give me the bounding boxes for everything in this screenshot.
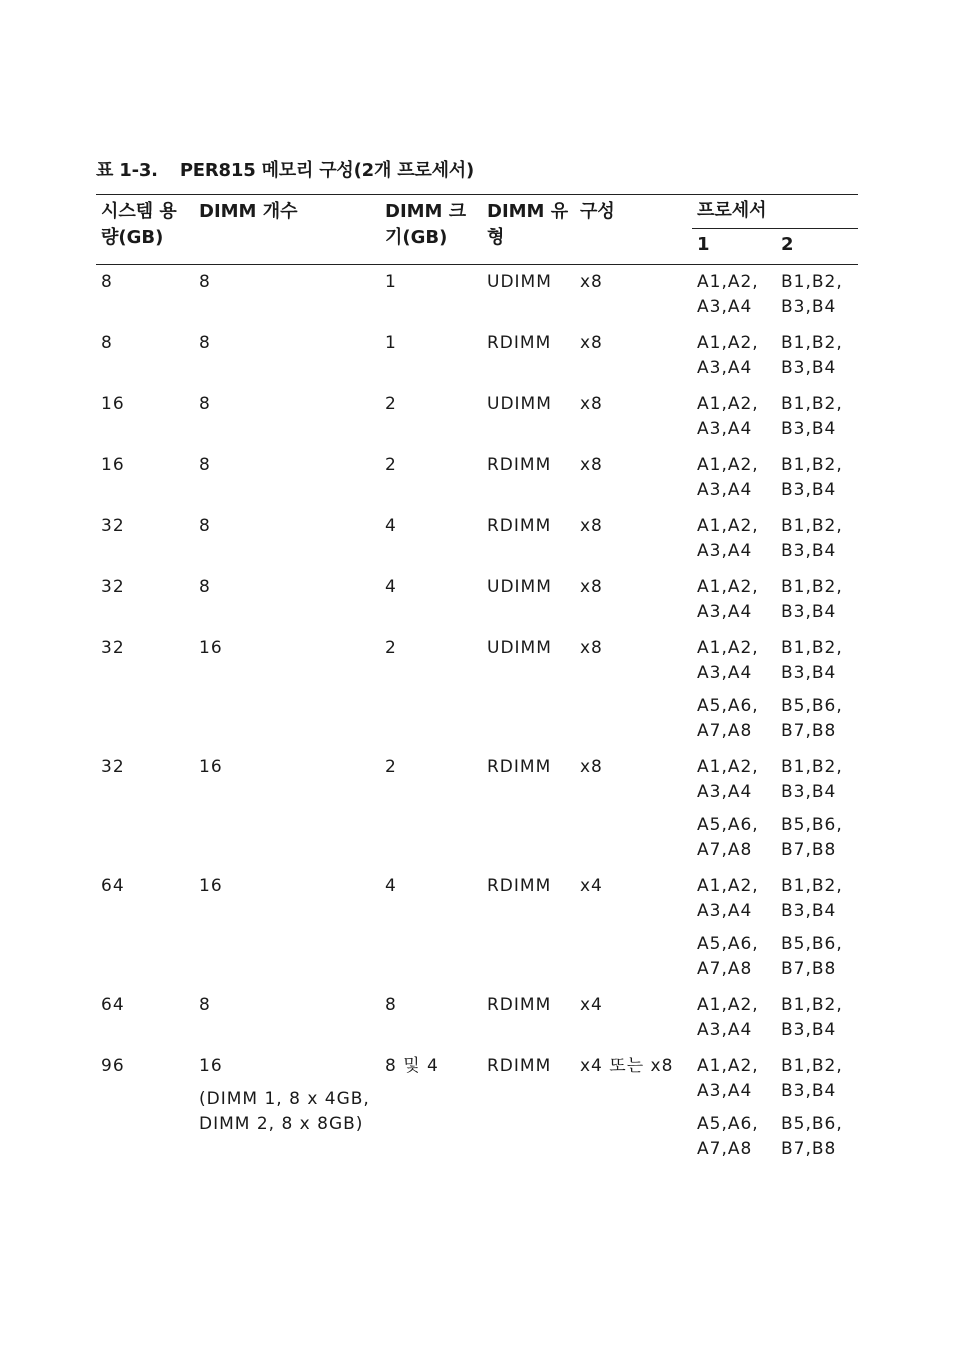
cell-count: 8 (199, 394, 211, 414)
cell-size: 2 (385, 394, 397, 414)
table-title: PER815 메모리 구성(2개 프로세서) (179, 160, 474, 181)
cell-config: x4 (580, 876, 603, 896)
cell-type: UDIMM (487, 638, 552, 658)
cell-count: 16 (199, 757, 223, 777)
cell-type: UDIMM (487, 272, 552, 292)
header-processor-1: 1 (692, 229, 776, 265)
cell-processor-1: A1,A2, A3,A4 (697, 333, 759, 378)
cell-size: 1 (385, 272, 397, 292)
cell-processor-2: B1,B2, B3,B4 (781, 638, 843, 683)
cell-processor-2: B1,B2, B3,B4 (781, 757, 843, 802)
cell-processor-2: B1,B2, B3,B4 (781, 394, 843, 439)
cell-count-note: (DIMM 1, 8 x 4GB, DIMM 2, 8 x 8GB) (199, 1089, 370, 1134)
table-row (96, 509, 858, 570)
cell-processor-2: B1,B2, B3,B4 (781, 516, 843, 561)
table-row (96, 570, 858, 631)
cell-size: 8 및 4 (385, 1056, 439, 1076)
cell-config: x8 (580, 394, 603, 414)
cell-size: 8 (385, 995, 397, 1015)
cell-processor-1: A1,A2, A3,A4 (697, 394, 759, 439)
cell-size: 2 (385, 455, 397, 475)
cell-count: 16 (DIMM 1, 8 x 4GB, DIMM 2, 8 x 8GB) (194, 1049, 380, 1168)
cell-config: x8 (580, 577, 603, 597)
cell-count: 8 (199, 995, 211, 1015)
cell-processor-1: A1,A2, A3,A4 (697, 455, 759, 500)
table-row (96, 326, 858, 387)
cell-config: x8 (580, 757, 603, 777)
table-row (96, 448, 858, 509)
cell-processor-1: A1,A2, A3,A4 (697, 757, 759, 802)
cell-processor-2: B5,B6, B7,B8 (781, 1114, 843, 1159)
table-row (96, 387, 858, 448)
cell-type: RDIMM (487, 757, 552, 777)
cell-type: UDIMM (487, 577, 552, 597)
cell-count: 16 (199, 638, 223, 658)
cell-capacity: 64 (101, 876, 125, 896)
cell-capacity: 96 (101, 1056, 125, 1076)
cell-processor-2: B5,B6, B7,B8 (781, 815, 843, 860)
table-body (96, 265, 858, 1169)
cell-processor-2: B1,B2, B3,B4 (781, 876, 843, 921)
cell-capacity: 32 (101, 757, 125, 777)
cell-processor-2: B1,B2, B3,B4 (781, 272, 843, 317)
header-count: DIMM 개수 (194, 195, 380, 265)
cell-processor-2: B1,B2, B3,B4 (781, 455, 843, 500)
cell-config: x8 (580, 516, 603, 536)
cell-size: 4 (385, 876, 397, 896)
cell-capacity: 64 (101, 995, 125, 1015)
cell-processor-1: A1,A2, A3,A4 (697, 1056, 759, 1101)
cell-count: 8 (199, 333, 211, 353)
cell-capacity: 8 (101, 272, 113, 292)
cell-processor-1: A5,A6, A7,A8 (697, 696, 759, 741)
table-row (96, 869, 858, 930)
cell-capacity: 16 (101, 455, 125, 475)
cell-count: 16 (199, 876, 223, 896)
table-row (96, 631, 858, 692)
cell-processor-2: B1,B2, B3,B4 (781, 995, 843, 1040)
cell-size: 1 (385, 333, 397, 353)
cell-processor-2: B5,B6, B7,B8 (781, 696, 843, 741)
cell-type: RDIMM (487, 995, 552, 1015)
table-caption (96, 156, 474, 182)
cell-count: 8 (199, 272, 211, 292)
header-type: DIMM 유형 (482, 195, 575, 265)
header-processor: 프로세서 (692, 195, 858, 229)
cell-config: x8 (580, 272, 603, 292)
cell-type: UDIMM (487, 394, 552, 414)
cell-processor-1: A5,A6, A7,A8 (697, 815, 759, 860)
cell-processor-1: A1,A2, A3,A4 (697, 638, 759, 683)
memory-config-table (96, 194, 858, 1168)
cell-processor-1: A1,A2, A3,A4 (697, 516, 759, 561)
cell-processor-1: A1,A2, A3,A4 (697, 272, 759, 317)
header-size: DIMM 크기(GB) (380, 195, 482, 265)
cell-type: RDIMM (487, 333, 552, 353)
cell-processor-2: B5,B6, B7,B8 (781, 934, 843, 979)
table-row (96, 750, 858, 811)
cell-size: 2 (385, 638, 397, 658)
cell-type: RDIMM (487, 876, 552, 896)
cell-processor-1: A5,A6, A7,A8 (697, 934, 759, 979)
cell-config: x4 또는 x8 (580, 1056, 674, 1076)
cell-count: 8 (199, 455, 211, 475)
cell-size: 4 (385, 577, 397, 597)
cell-type: RDIMM (487, 516, 552, 536)
cell-count: 8 (199, 577, 211, 597)
cell-capacity: 8 (101, 333, 113, 353)
header-capacity: 시스템 용량(GB) (96, 195, 194, 265)
cell-config: x8 (580, 638, 603, 658)
cell-config: x8 (580, 455, 603, 475)
cell-size: 2 (385, 757, 397, 777)
cell-processor-2: B1,B2, B3,B4 (781, 577, 843, 622)
cell-processor-1: A1,A2, A3,A4 (697, 995, 759, 1040)
cell-config: x4 (580, 995, 603, 1015)
cell-type: RDIMM (487, 1056, 552, 1076)
cell-processor-2: B1,B2, B3,B4 (781, 333, 843, 378)
cell-processor-1: A1,A2, A3,A4 (697, 876, 759, 921)
cell-config: x8 (580, 333, 603, 353)
cell-capacity: 32 (101, 577, 125, 597)
cell-processor-1: A1,A2, A3,A4 (697, 577, 759, 622)
cell-capacity: 32 (101, 516, 125, 536)
cell-capacity: 32 (101, 638, 125, 658)
table-row (96, 988, 858, 1049)
cell-type: RDIMM (487, 455, 552, 475)
table-row (96, 265, 858, 327)
cell-processor-2: B1,B2, B3,B4 (781, 1056, 843, 1101)
cell-size: 4 (385, 516, 397, 536)
header-config: 구성 (575, 195, 692, 265)
cell-capacity: 16 (101, 394, 125, 414)
table-number: 표 1-3. (96, 160, 158, 181)
table-row (96, 1049, 858, 1110)
cell-processor-1: A5,A6, A7,A8 (697, 1114, 759, 1159)
header-processor-2: 2 (776, 229, 858, 265)
cell-count: 8 (199, 516, 211, 536)
